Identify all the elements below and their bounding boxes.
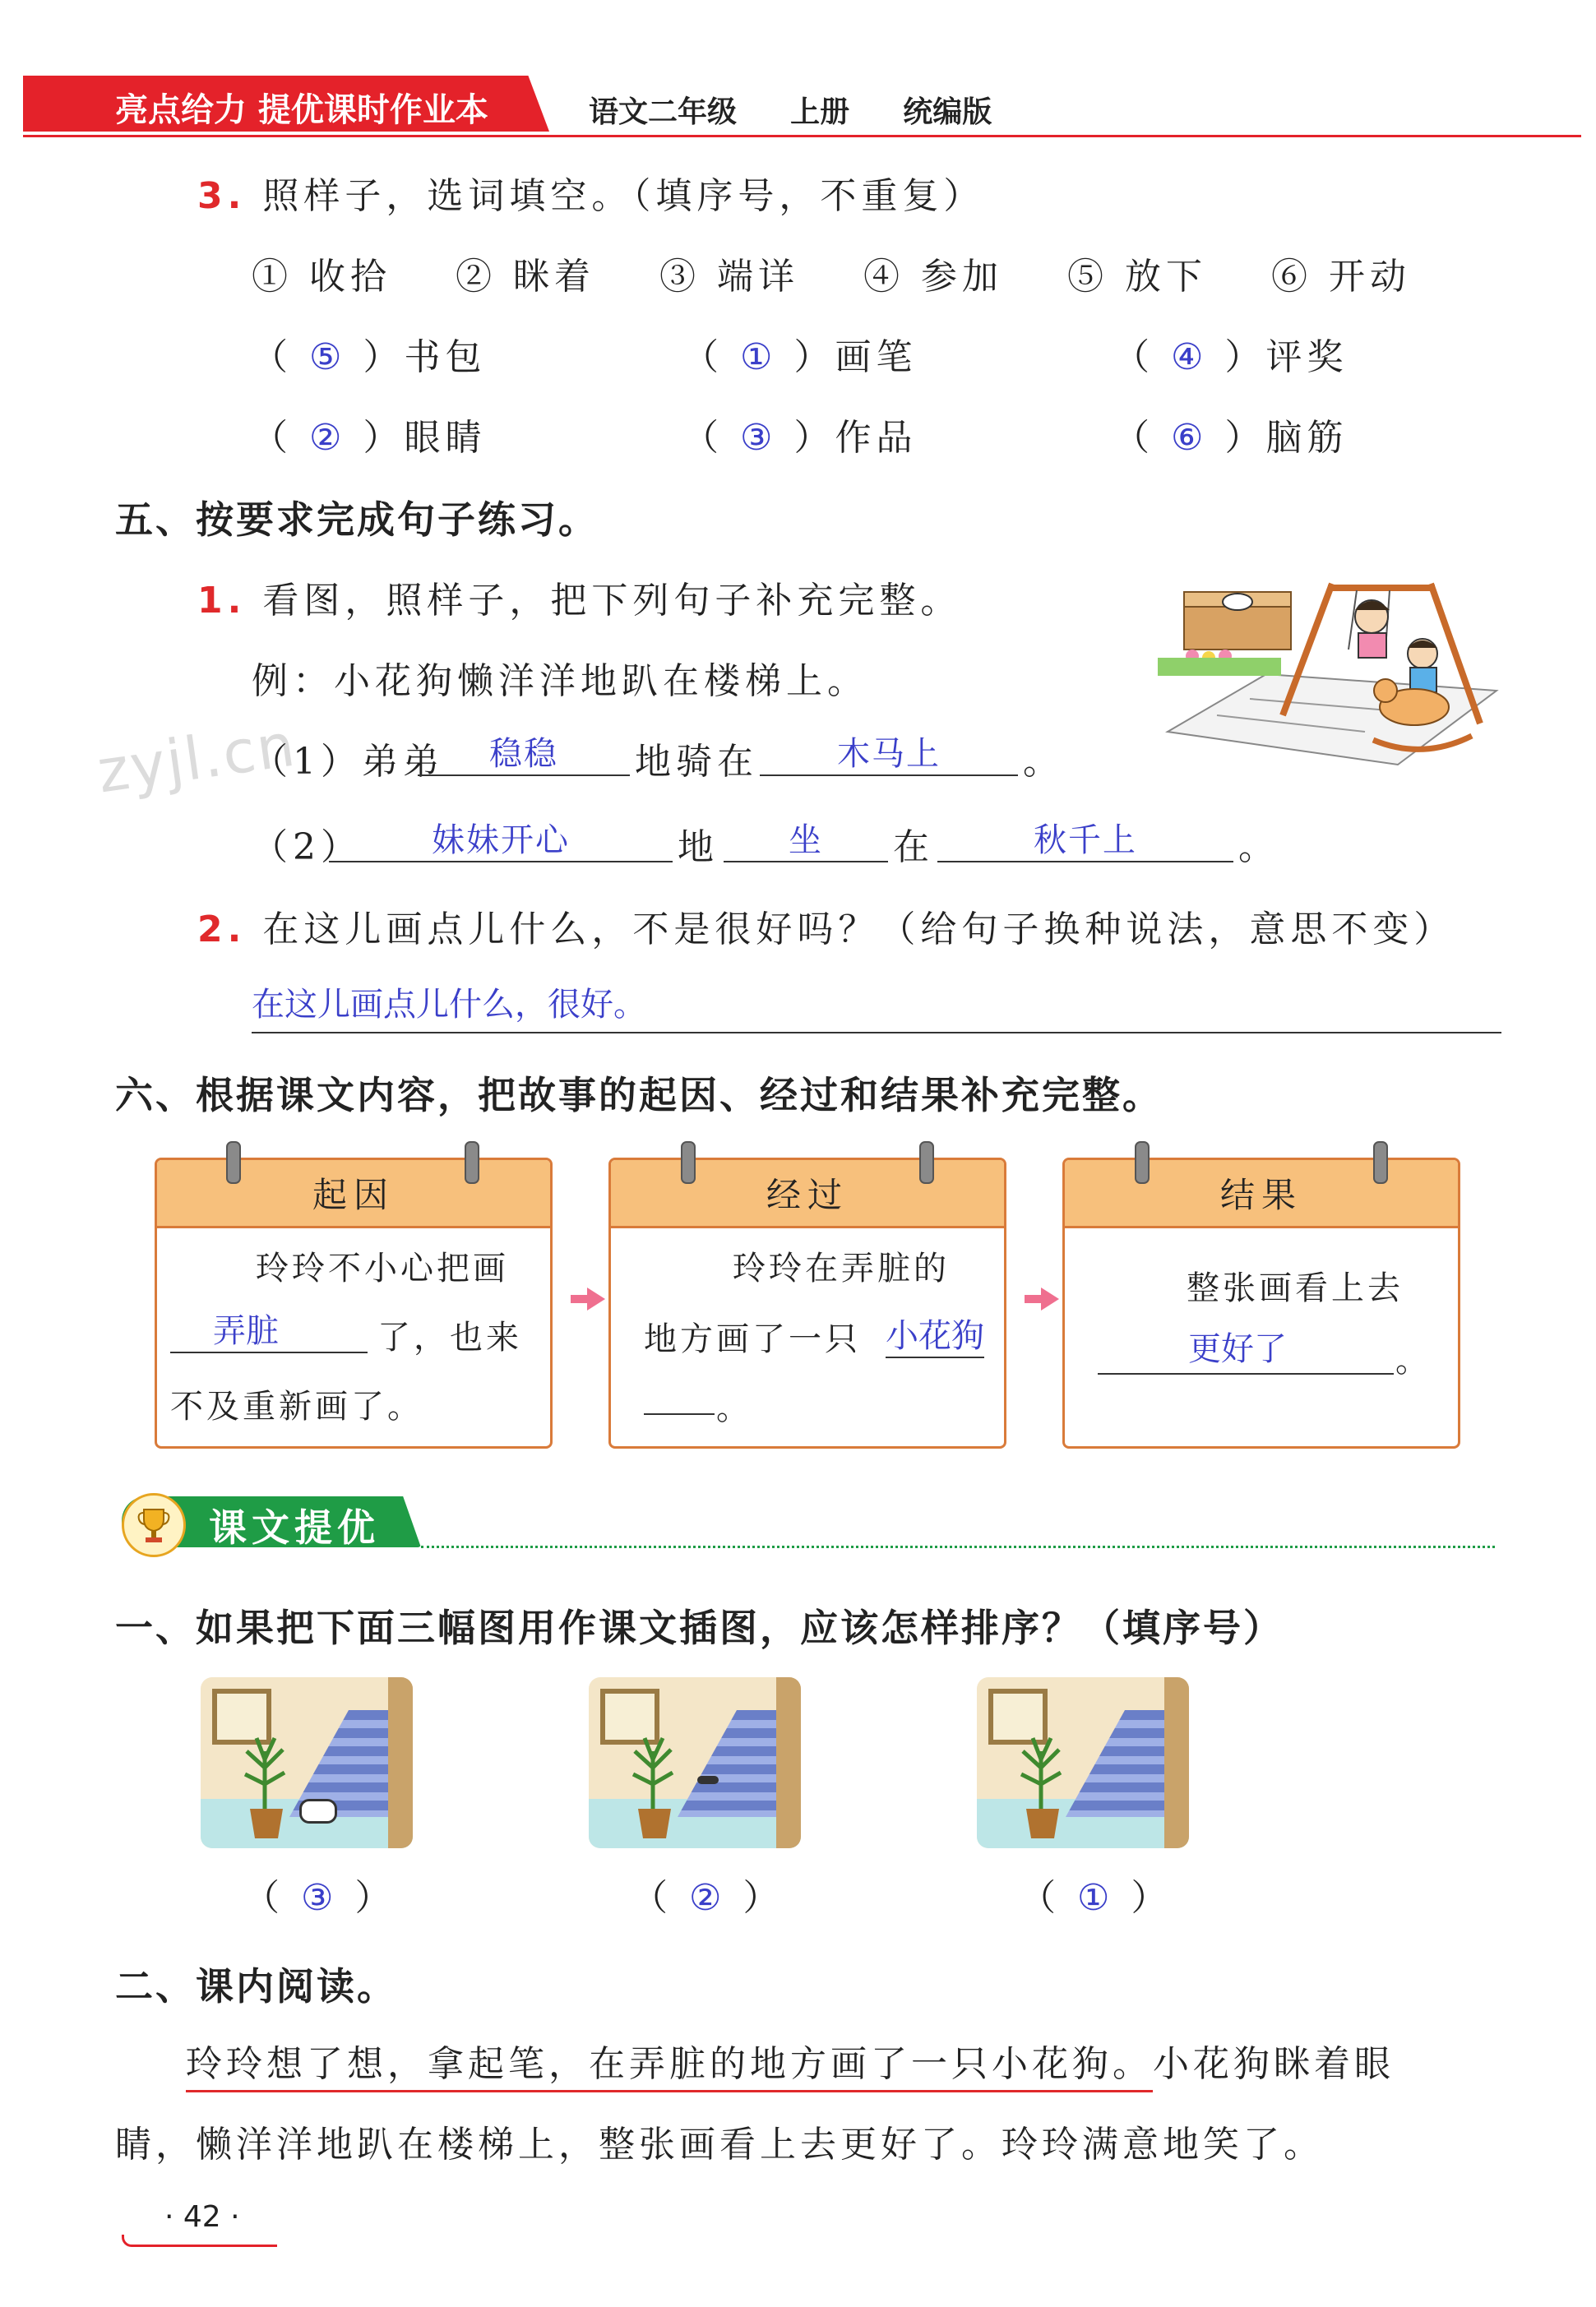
cause-box — [155, 1158, 553, 1449]
reading-line-2: 睛，懒洋洋地趴在楼梯上，整张画看上去更好了。玲玲满意地笑了。 — [115, 2124, 1324, 2166]
dog-icon — [299, 1799, 337, 1824]
q3-prompt — [197, 166, 984, 219]
sec5-q2-number: 2. — [197, 908, 247, 950]
sentence-2-answer-3: 秋千上 — [937, 814, 1233, 862]
paren-open: （ — [1020, 1877, 1061, 1919]
q3-word: 眼睛 — [404, 417, 487, 459]
cause-line-2: 了，也来 — [377, 1319, 522, 1357]
q3-word: 脑筋 — [1265, 417, 1349, 459]
sec5-q1-number: 1. — [197, 580, 247, 622]
binder-ring — [226, 1141, 241, 1184]
reading-line-1 — [186, 2034, 1395, 2087]
q3-blank-6: （ ⑥ ）脑筋 — [1113, 417, 1349, 459]
process-box — [608, 1158, 1006, 1449]
q3-option: ③ 端详 — [659, 256, 799, 298]
q3-answer: ⑤ — [309, 336, 347, 378]
q3-options-row — [252, 247, 1411, 299]
flow-arrow-tail — [1025, 1295, 1041, 1303]
paren-open: （ — [243, 1877, 285, 1919]
picture-2 — [589, 1677, 801, 1848]
picture-stairs — [1066, 1710, 1164, 1817]
sentence-2-answer-1: 妹妹开心 — [329, 814, 673, 862]
sentence-1-answer-2: 木马上 — [760, 728, 1018, 776]
sentence-2-end: 。 — [1238, 826, 1279, 868]
section-5-title: 五、按要求完成句子练习。 — [115, 497, 599, 542]
binder-ring — [1135, 1141, 1150, 1184]
picture-plant — [240, 1735, 289, 1817]
picture-wall — [1164, 1677, 1189, 1848]
q3-number: 3. — [197, 175, 247, 217]
picture-3 — [977, 1677, 1189, 1848]
cause-line-3: 不及重新画了。 — [170, 1388, 423, 1426]
paren-open: （ — [631, 1877, 673, 1919]
q3-word: 书包 — [404, 336, 487, 378]
result-box-header: 结果 — [1065, 1160, 1458, 1228]
q3-blank-4: （ ② ）眼睛 — [252, 417, 487, 459]
paren-close: ） — [354, 1877, 396, 1919]
header-grade: 语文二年级 — [589, 95, 738, 129]
playground-illustration — [1151, 567, 1513, 773]
picture-1 — [201, 1677, 413, 1848]
sec5-sentence-1-label: （1）弟弟 — [252, 741, 444, 783]
cause-line-1: 玲玲不小心把画 — [256, 1250, 509, 1288]
header-volume: 上册 — [790, 95, 850, 129]
flow-arrow-tail — [571, 1295, 587, 1303]
section-6-title: 六、根据课文内容，把故事的起因、经过和结果补充完整。 — [115, 1073, 1163, 1117]
picture-plant — [1016, 1735, 1066, 1817]
picture-stairs — [678, 1710, 776, 1817]
process-line-1: 玲玲在弄脏的 — [733, 1250, 950, 1288]
watermark: zyjl.cn — [93, 710, 301, 807]
sentence-2-mid-1: 地 — [678, 826, 719, 868]
sentence-1-answer-1: 稳稳 — [418, 728, 630, 776]
q3-answer: ④ — [1171, 336, 1209, 378]
picture-pot — [250, 1809, 283, 1838]
sentence-1-end: 。 — [1023, 741, 1064, 783]
sentence-2-answer-2: 坐 — [724, 814, 888, 862]
paren-close: ） — [742, 1877, 784, 1919]
q3-option: ⑥ 开动 — [1271, 256, 1411, 298]
reading-underlined-sentence: 玲玲想了想，拿起笔，在弄脏的地方画了一只小花狗。 — [186, 2043, 1153, 2092]
q3-answer: ③ — [740, 417, 778, 459]
binder-ring — [919, 1141, 934, 1184]
picture-pot — [638, 1809, 671, 1838]
banner-dotted-rule — [421, 1546, 1495, 1548]
q3-blank-5: （ ③ ）作品 — [682, 417, 918, 459]
cause-box-header: 起因 — [157, 1160, 550, 1228]
flow-arrow — [571, 1288, 605, 1311]
binder-ring — [681, 1141, 696, 1184]
picture-answer: ① — [1077, 1877, 1115, 1919]
sec5-q2-prompt-text: 在这儿画点儿什么，不是很好吗？（给句子换种说法，意思不变） — [262, 908, 1455, 950]
q3-option: ① 收拾 — [252, 256, 391, 298]
q3-word: 画笔 — [835, 336, 918, 378]
picture-1-answer — [243, 1868, 396, 1921]
q3-blank-1: （ ⑤ ）书包 — [252, 336, 487, 378]
picture-answer: ② — [689, 1877, 727, 1919]
part-1-title: 一、如果把下面三幅图用作课文插图，应该怎样排序？（填序号） — [115, 1606, 1284, 1650]
binder-ring — [465, 1141, 479, 1184]
process-line-2: 地方画了一只 — [644, 1320, 861, 1358]
flow-arrow — [1025, 1288, 1059, 1311]
cause-answer: 弄脏 — [170, 1305, 368, 1353]
sec5-sentence-2-label: （2） — [252, 826, 362, 868]
q3-word: 评奖 — [1265, 336, 1349, 378]
picture-2-answer — [631, 1868, 784, 1921]
picture-plant — [628, 1735, 678, 1817]
process-blank-line — [644, 1413, 715, 1415]
binder-ring — [1373, 1141, 1388, 1184]
q3-option: ⑤ 放下 — [1067, 256, 1207, 298]
q3-answer: ⑥ — [1171, 417, 1209, 459]
result-answer: 更好了 — [1098, 1323, 1394, 1375]
picture-answer: ③ — [301, 1877, 339, 1919]
sec5-example: 例：小花狗懒洋洋地趴在楼梯上。 — [252, 660, 868, 702]
picture-wall — [388, 1677, 413, 1848]
part-2-title: 二、课内阅读。 — [115, 1964, 397, 2009]
header-edition: 统编版 — [903, 95, 992, 129]
q3-blank-3: （ ④ ）评奖 — [1113, 336, 1349, 378]
process-line-3: 。 — [716, 1389, 754, 1427]
paren-close: ） — [1131, 1877, 1173, 1919]
q3-blank-2: （ ① ）画笔 — [682, 336, 918, 378]
sentence-1-mid: 地骑在 — [635, 741, 758, 783]
sec5-q1-prompt-text: 看图，照样子，把下列句子补充完整。 — [262, 580, 962, 622]
sentence-2-mid-2: 在 — [893, 826, 934, 868]
q3-prompt-text: 照样子，选词填空。（填序号，不重复） — [262, 175, 985, 217]
result-line-1: 整张画看上去 — [1187, 1269, 1404, 1307]
header-subject — [589, 89, 992, 131]
q3-option: ② 眯着 — [456, 256, 595, 298]
trophy-icon — [122, 1493, 186, 1557]
q3-word: 作品 — [835, 417, 918, 459]
sec5-q2-answer: 在这儿画点儿什么，很好。 — [252, 978, 1501, 1033]
reading-line-1-rest: 小花狗眯着眼 — [1153, 2043, 1395, 2085]
q3-answer: ② — [309, 417, 347, 459]
trophy-icon-graphic — [136, 1506, 172, 1544]
picture-pot — [1026, 1809, 1059, 1838]
flow-arrow-head — [587, 1288, 605, 1311]
process-box-header: 经过 — [611, 1160, 1004, 1228]
q3-option: ④ 参加 — [863, 256, 1003, 298]
result-box — [1062, 1158, 1460, 1449]
page-number: · 42 · — [164, 2200, 240, 2234]
footer-rule — [122, 2235, 277, 2247]
smudge-icon — [697, 1776, 719, 1784]
header-rule — [23, 135, 1581, 137]
sec5-q1-prompt — [197, 571, 961, 623]
header-title: 亮点给力 提优课时作业本 — [115, 91, 488, 129]
sec5-q2-prompt — [197, 899, 1455, 952]
picture-3-answer — [1020, 1868, 1172, 1921]
picture-wall — [776, 1677, 801, 1848]
q3-answer: ① — [740, 336, 778, 378]
process-answer: 小花狗 — [886, 1310, 984, 1358]
flow-arrow-head — [1041, 1288, 1059, 1311]
banner-label: 课文提优 — [209, 1505, 380, 1550]
result-line-3: 。 — [1395, 1342, 1433, 1380]
